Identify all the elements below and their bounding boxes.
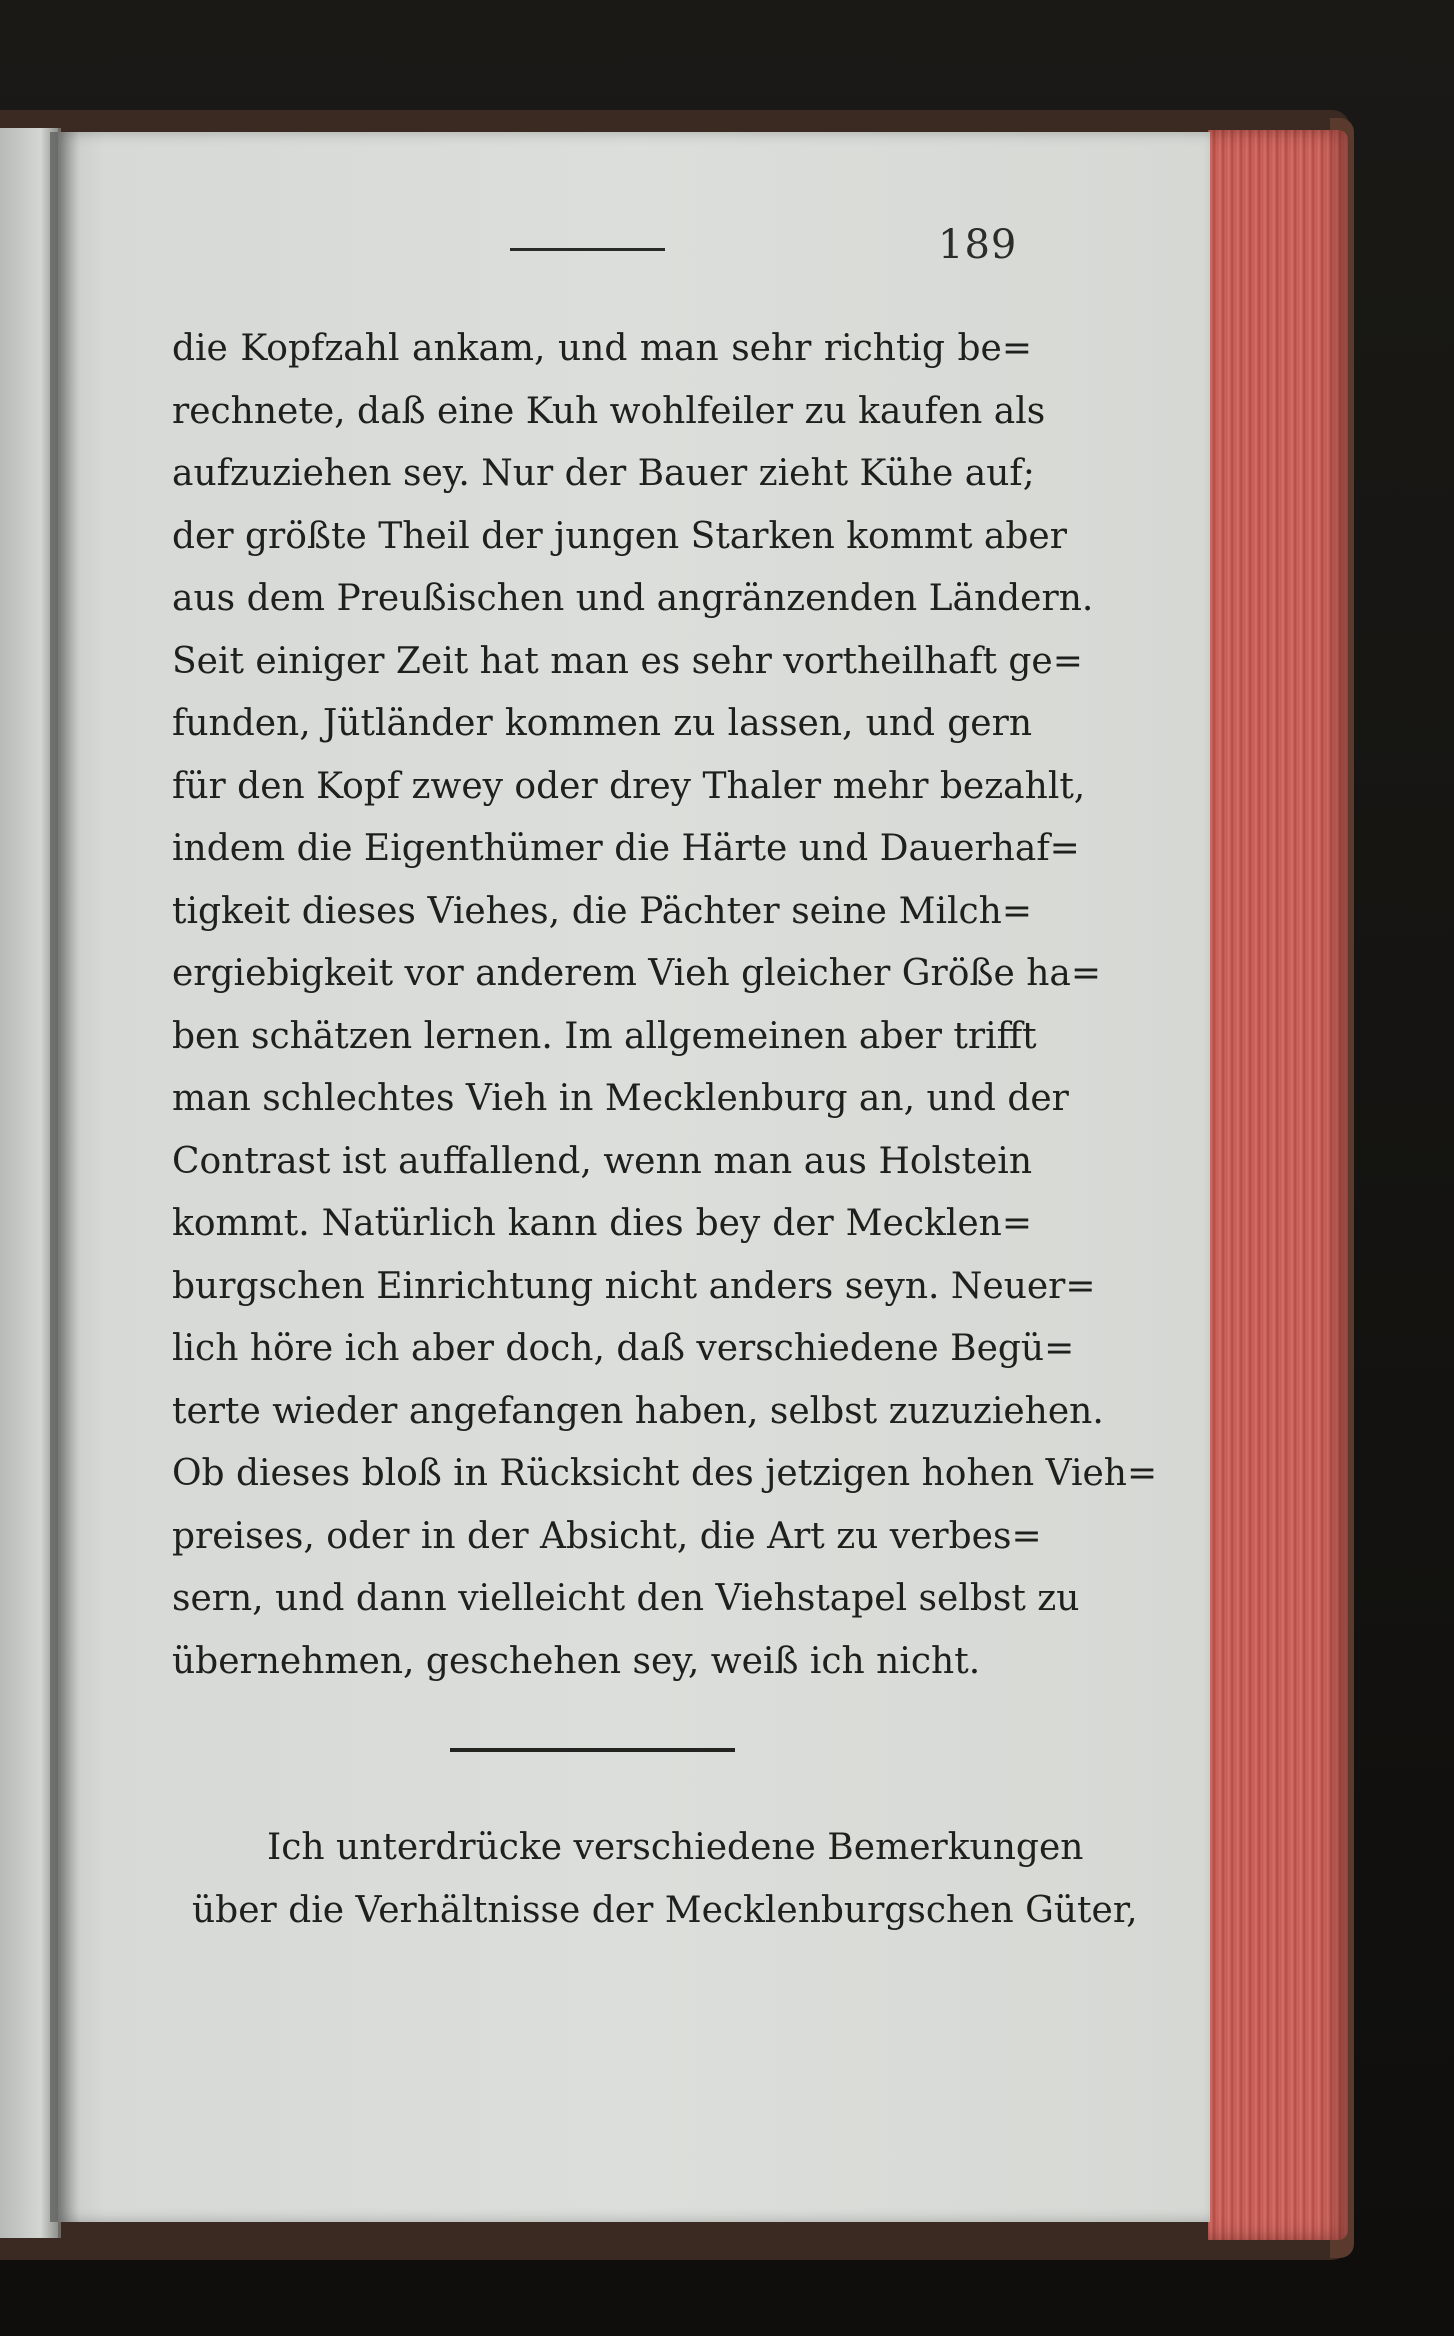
- text-line: Ob dieses bloß in Rücksicht des jetzigen hohen Vieh=: [172, 1453, 1158, 1494]
- body-text: [172, 318, 1158, 1693]
- text-line: tigkeit dieses Viehes, die Pächter seine Milch=: [172, 890, 1032, 932]
- text-line: terte wieder angefangen haben, selbst zuzuziehen.: [172, 1390, 1104, 1432]
- text-line: sern, und dann vielleicht den Viehstapel selbst zu: [172, 1578, 1080, 1619]
- text-line: rechnete, daß eine Kuh wohlfeiler zu kaufen als: [172, 390, 1046, 432]
- text-line: preises, oder in der Absicht, die Art zu verbes=: [172, 1515, 1042, 1557]
- text-line: kommt. Natürlich kann dies bey der Mecklen=: [172, 1203, 1032, 1244]
- text-line: für den Kopf zwey oder drey Thaler mehr bezahlt,: [172, 765, 1086, 807]
- section-divider: [450, 1748, 735, 1752]
- text-line: Seit einiger Zeit hat man es sehr vortheilhaft ge=: [172, 640, 1083, 682]
- text-line: burgschen Einrichtung nicht anders seyn. Neuer=: [172, 1265, 1096, 1307]
- text-line: aufzuziehen sey. Nur der Bauer zieht Kühe auf;: [172, 453, 1035, 494]
- red-page-edges: [1208, 130, 1348, 2240]
- text-line: aus dem Preußischen und angränzenden Ländern.: [172, 578, 1094, 619]
- text-line: übernehmen, geschehen sey, weiß ich nicht.: [172, 1640, 981, 1682]
- text-line: man schlechtes Vieh in Mecklenburg an, und der: [172, 1078, 1069, 1119]
- next-paragraph: [192, 1817, 1138, 1942]
- text-line: ergiebigkeit vor anderem Vieh gleicher Größe ha=: [172, 953, 1102, 994]
- text-line: der größte Theil der jungen Starken kommt aber: [172, 515, 1067, 557]
- text-line: funden, Jütländer kommen zu lassen, und gern: [172, 703, 1032, 744]
- text-line: lich höre ich aber doch, daß verschiedene Begü=: [172, 1328, 1075, 1369]
- header-rule: [510, 248, 665, 251]
- text-line: ben schätzen lernen. Im allgemeinen aber trifft: [172, 1015, 1037, 1057]
- text-line: Contrast ist auffallend, wenn man aus Holstein: [172, 1140, 1032, 1182]
- page-number: 189: [938, 222, 1018, 268]
- text-line: indem die Eigenthümer die Härte und Dauerhaf=: [172, 828, 1080, 869]
- text-line: die Kopfzahl ankam, und man sehr richtig be=: [172, 328, 1032, 369]
- text-line: über die Verhältnisse der Mecklenburgschen Güter,: [192, 1889, 1138, 1931]
- text-line: Ich unterdrücke verschiedene Bemerkungen: [267, 1827, 1084, 1868]
- spine-shadow: [50, 132, 80, 2222]
